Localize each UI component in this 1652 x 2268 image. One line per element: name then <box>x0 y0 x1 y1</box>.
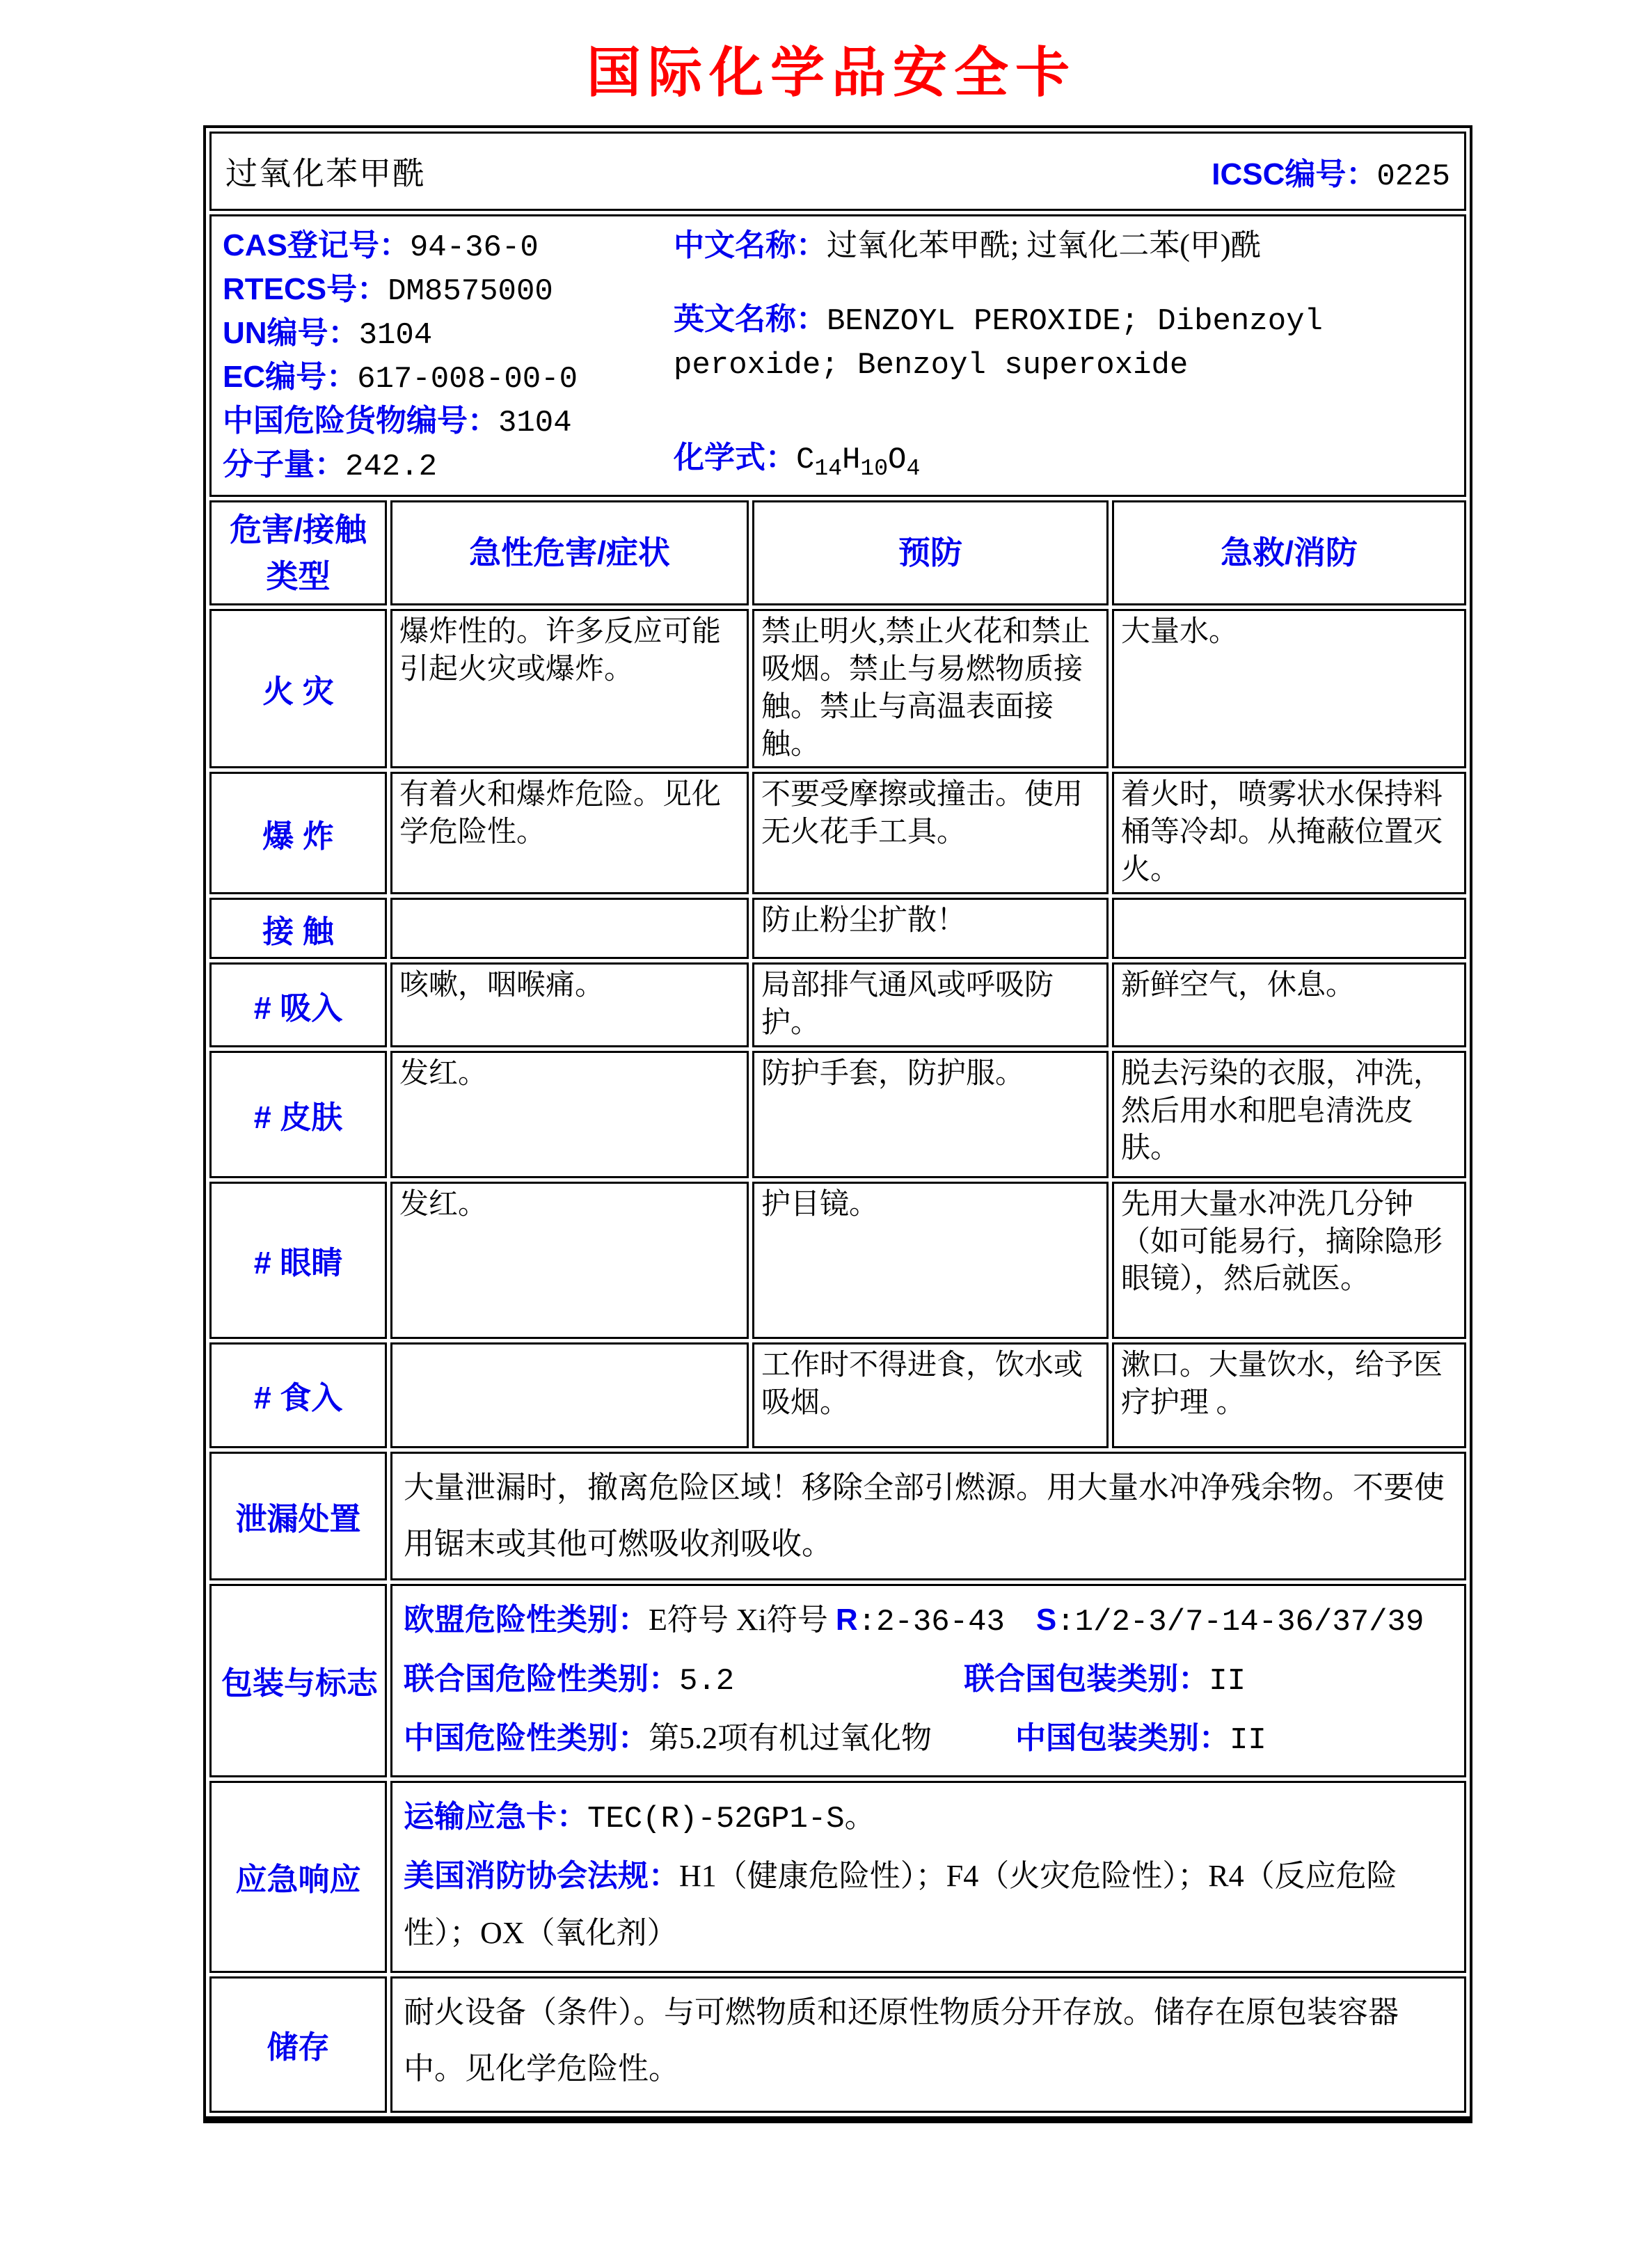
hazard-cell-symptoms <box>390 898 749 959</box>
spill-disposal-label: 泄漏处置 <box>209 1452 387 1580</box>
hazard-row <box>209 609 1466 768</box>
packaging-labeling-label: 包装与标志 <box>209 1584 387 1777</box>
hazard-cell-prevention: 护目镜。 <box>752 1182 1109 1339</box>
formula-value: $C_{14}H_{10}O_4$ <box>796 443 921 482</box>
hazard-type-label: 爆 炸 <box>209 772 387 894</box>
column-header-symptoms: 急性危害/症状 <box>390 500 749 605</box>
id-field: 中国危险货物编号：3104 <box>223 404 572 441</box>
hazard-cell-firstaid: 大量水。 <box>1112 609 1466 768</box>
page-title: 国际化学品安全卡 <box>586 42 1077 103</box>
hazard-type-label: # 皮肤 <box>209 1051 387 1178</box>
icsc-number <box>1212 149 1450 194</box>
identification-row <box>209 214 1466 497</box>
icsc-card-page <box>0 29 1652 2268</box>
emergency-response-row <box>209 1781 1466 1973</box>
card-header-row <box>209 132 1466 211</box>
hazard-type-label: # 食入 <box>209 1342 387 1448</box>
text-line: 联合国危险性类别：5.2 联合国包装类别：II <box>404 1662 1246 1699</box>
hazard-cell-symptoms: 爆炸性的。许多反应可能引起火灾或爆炸。 <box>390 609 749 768</box>
hazard-cell-prevention: 不要受摩擦或撞击。使用无火花手工具。 <box>752 772 1109 894</box>
hazard-cell-firstaid: 脱去污染的衣服，冲洗，然后用水和肥皂清洗皮肤。 <box>1112 1051 1466 1178</box>
storage-row <box>209 1976 1466 2113</box>
chemical-formula: 化学式：$C_{14}H_{10}O_4$ <box>674 441 921 482</box>
hazard-type-label: # 眼睛 <box>209 1182 387 1339</box>
column-header-firstaid: 急救/消防 <box>1112 500 1466 605</box>
hazard-type-label: # 吸入 <box>209 962 387 1047</box>
hazard-cell-firstaid: 新鲜空气，休息。 <box>1112 962 1466 1047</box>
hazard-cell-prevention: 防护手套，防护服。 <box>752 1051 1109 1178</box>
hazard-row <box>209 1342 1466 1448</box>
id-right-column <box>674 225 1457 488</box>
hazard-cell-firstaid: 先用大量水冲洗几分钟（如可能易行，摘除隐形眼镜），然后就医。 <box>1112 1182 1466 1339</box>
emergency-response-content <box>390 1781 1466 1973</box>
identification-cell <box>209 214 1466 497</box>
packaging-labeling-content <box>390 1584 1466 1777</box>
storage-content <box>390 1976 1466 2113</box>
hazard-cell-symptoms: 咳嗽，咽喉痛。 <box>390 962 749 1047</box>
column-header-hazard-type: 危害/接触 类型 <box>209 500 387 605</box>
hazard-row <box>209 1051 1466 1178</box>
id-field: RTECS号：DM8575000 <box>223 272 553 309</box>
hazard-cell-prevention: 局部排气通风或呼吸防护。 <box>752 962 1109 1047</box>
spill-disposal-content <box>390 1452 1466 1580</box>
hazard-cell-firstaid: 漱口。大量饮水，给予医疗护理 。 <box>1112 1342 1466 1448</box>
text-line: 中国危险性类别：第5.2项有机过氧化物 中国包装类别：II <box>404 1721 1266 1759</box>
spill-disposal-row <box>209 1452 1466 1580</box>
id-left-column <box>223 225 674 488</box>
chinese-name: 中文名称：过氧化苯甲酰; 过氧化二苯(甲)酰 <box>674 228 1262 262</box>
hazard-rows <box>209 609 1466 1448</box>
hazard-type-label: 火 灾 <box>209 609 387 768</box>
hazard-cell-symptoms <box>390 1342 749 1448</box>
substance-name: 过氧化苯甲酰 <box>225 156 426 191</box>
storage-label: 储存 <box>209 1976 387 2113</box>
hazard-cell-symptoms: 有着火和爆炸危险。见化学危险性。 <box>390 772 749 894</box>
hazard-cell-symptoms: 发红。 <box>390 1051 749 1178</box>
hazard-cell-prevention: 防止粉尘扩散！ <box>752 898 1109 959</box>
text-line: 大量泄漏时，撤离危险区域！移除全部引燃源。用大量水冲净残余物。不要使用锯末或其他可燃吸收剂吸收。 <box>404 1470 1445 1562</box>
column-header-prevention: 预防 <box>752 500 1109 605</box>
text-line: 美国消防协会法规：H1（健康危险性）；F4（火灾危险性）；R4（反应危险性）；OX（氧化剂） <box>404 1859 1397 1950</box>
hazard-header-row <box>209 500 1466 605</box>
hazard-cell-prevention: 工作时不得进食，饮水或吸烟。 <box>752 1342 1109 1448</box>
hazard-row <box>209 772 1466 894</box>
id-field: UN编号：3104 <box>223 316 433 353</box>
text-line: 耐火设备（条件）。与可燃物质和还原性物质分开存放。储存在原包装容器中。见化学危险性。 <box>404 1995 1399 2086</box>
icsc-value: 0225 <box>1376 159 1450 194</box>
text-line: 欧盟危险性类别：E符号 Xi符号 R:2-36-43 S:1/2-3/7-14-36/37/39 <box>404 1602 1424 1640</box>
id-field: EC编号：617-008-00-0 <box>223 360 578 397</box>
packaging-labeling-row <box>209 1584 1466 1777</box>
hazard-cell-firstaid: 着火时，喷雾状水保持料桶等冷却。从掩蔽位置灭火。 <box>1112 772 1466 894</box>
text-line: 运输应急卡：TEC(R)-52GP1-S。 <box>404 1799 875 1837</box>
card-header-cell <box>209 132 1466 211</box>
hazard-row <box>209 962 1466 1047</box>
id-field: CAS登记号：94-36-0 <box>223 228 539 265</box>
hazard-cell-firstaid <box>1112 898 1466 959</box>
icsc-label: ICSC编号： <box>1212 157 1377 191</box>
english-name: 英文名称：BENZOYL PEROXIDE; Dibenzoyl peroxide; Benzoyl superoxide <box>674 302 1323 383</box>
hazard-row <box>209 898 1466 959</box>
safety-card-table <box>203 125 1472 2123</box>
hazard-cell-symptoms: 发红。 <box>390 1182 749 1339</box>
hazard-type-label: 接 触 <box>209 898 387 959</box>
hazard-row <box>209 1182 1466 1339</box>
emergency-response-label: 应急响应 <box>209 1781 387 1973</box>
id-field: 分子量：242.2 <box>223 447 438 484</box>
hazard-cell-prevention: 禁止明火,禁止火花和禁止吸烟。禁止与易燃物质接触。禁止与高温表面接触。 <box>752 609 1109 768</box>
